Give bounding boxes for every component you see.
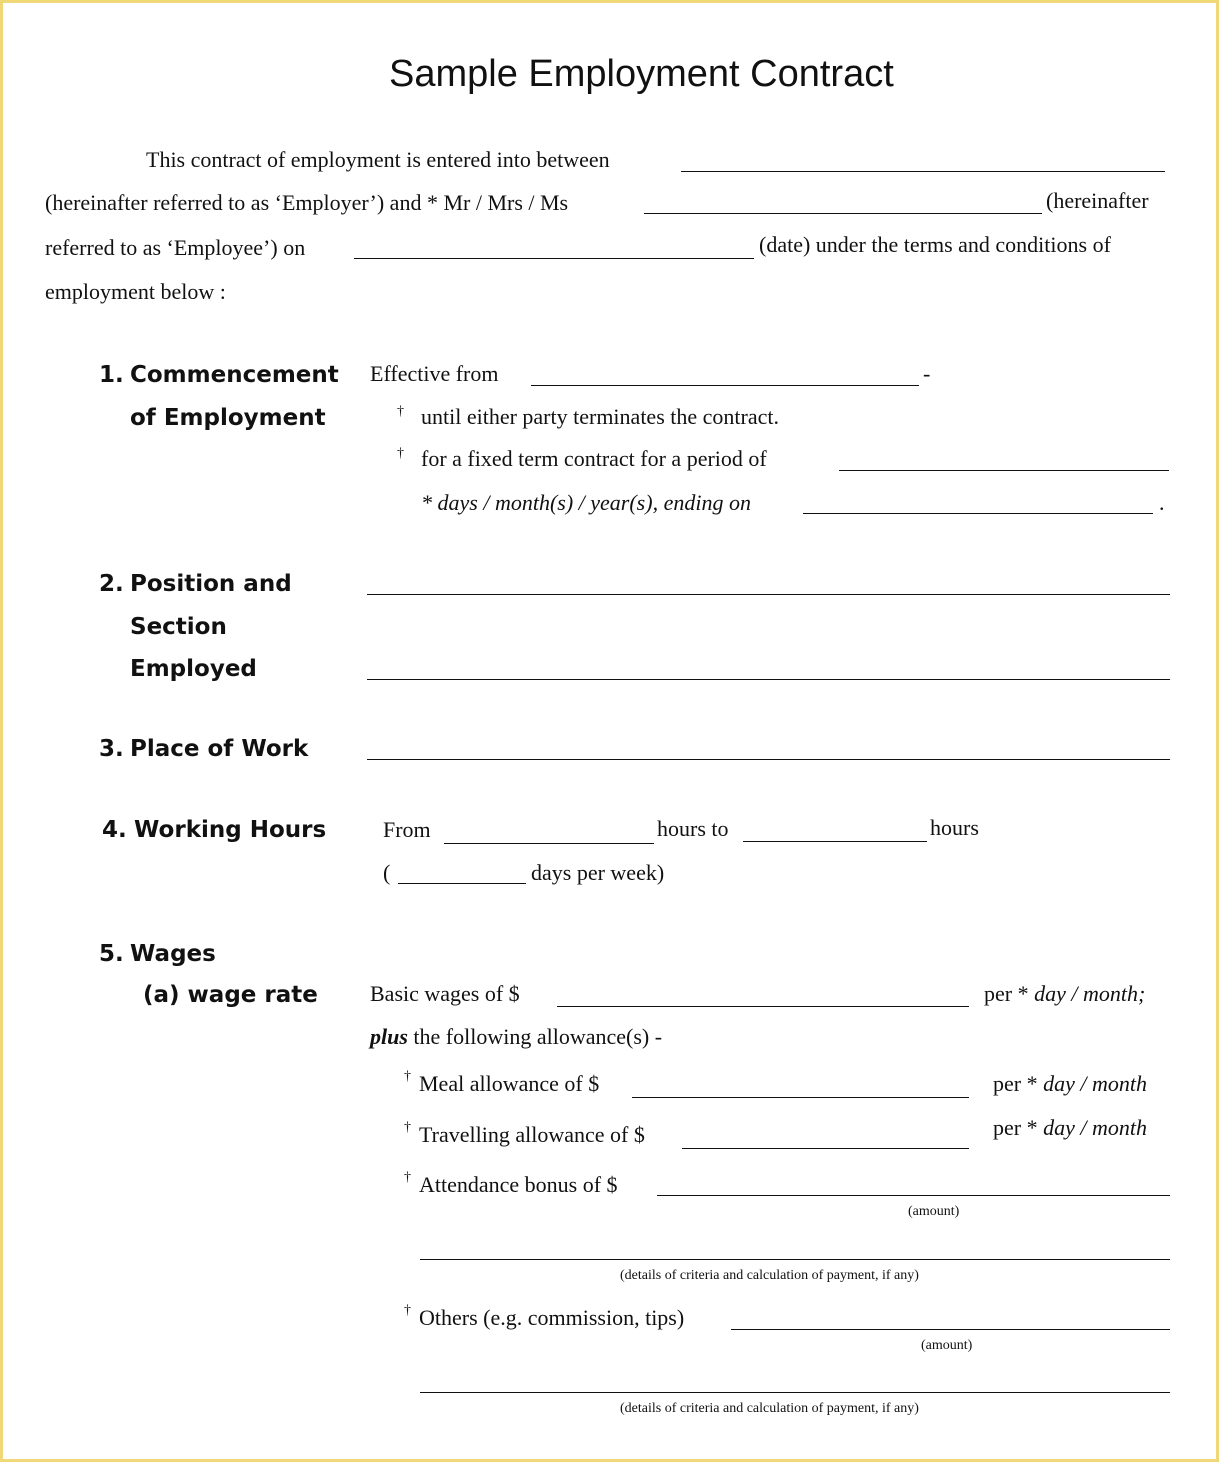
option-fixed-term[interactable]: for a fixed term contract for a period of [421, 446, 767, 471]
others-dagger: † [404, 1303, 411, 1318]
basic-wages-label: Basic wages of $ [370, 981, 520, 1006]
period-end-dot: . [1159, 490, 1165, 515]
days-per-week-label: days per week) [531, 860, 665, 885]
others-label: Others (e.g. commission, tips) [419, 1305, 685, 1330]
hours-label: hours [930, 815, 979, 840]
document-title: Sample Employment Contract [389, 53, 894, 95]
intro-line-3-end: (date) under the terms and conditions of [759, 232, 1111, 257]
employer-name-field[interactable] [681, 171, 1165, 172]
period-units-text: * days / month(s) / year(s), ending on [421, 490, 751, 515]
position-field[interactable] [367, 594, 1170, 595]
basic-wages-field[interactable] [557, 1006, 969, 1007]
section-2-title-line-2: Section [130, 614, 227, 640]
others-details-caption: (details of criteria and calculation of payment, if any) [620, 1401, 919, 1416]
section-5-title: Wages [130, 941, 216, 967]
others-details-field[interactable] [420, 1392, 1170, 1393]
days-per-week-field[interactable] [398, 883, 526, 884]
section-1-title-line-1: Commencement [130, 362, 339, 388]
meal-dagger: † [404, 1069, 411, 1084]
fixed-term-period-field[interactable] [839, 470, 1169, 471]
attendance-details-caption: (details of criteria and calculation of payment, if any) [620, 1268, 919, 1283]
section-1-number: 1. [99, 362, 124, 388]
days-open-paren: ( [383, 860, 391, 885]
meal-period: day / month [1043, 1071, 1147, 1096]
meal-per-prefix: per * [993, 1071, 1038, 1096]
employee-name-field[interactable] [644, 213, 1042, 214]
section-2-number: 2. [99, 571, 124, 597]
hours-to-field[interactable] [743, 841, 927, 842]
section-1-title-line-2: of Employment [130, 405, 326, 431]
option-until-terminated[interactable]: until either party terminates the contract. [421, 404, 779, 429]
section-3-title: Place of Work [130, 736, 309, 762]
effective-from-label: Effective from [370, 361, 499, 386]
others-amount-caption: (amount) [921, 1338, 973, 1353]
plus-rest: the following allowance(s) - [413, 1024, 663, 1049]
others-amount-field[interactable] [731, 1329, 1170, 1330]
section-2-title-line-3: Employed [130, 656, 257, 682]
section-5-number: 5. [99, 941, 124, 967]
effective-dash: - [923, 361, 931, 386]
section-4-title: Working Hours [134, 817, 327, 843]
travel-per-prefix: per * [993, 1115, 1038, 1140]
option-2-dagger: † [397, 446, 404, 461]
basic-wages-per [984, 981, 1145, 1007]
intro-line-2: (hereinafter referred to as ‘Employer’) and * Mr / Mrs / Ms [45, 190, 569, 215]
section-3-number: 3. [99, 736, 124, 762]
option-1-dagger: † [397, 404, 404, 419]
plus-word: plus [370, 1024, 408, 1049]
place-of-work-field[interactable] [367, 759, 1170, 760]
intro-line-2-end: (hereinafter [1046, 188, 1149, 213]
attendance-bonus-label: Attendance bonus of $ [419, 1172, 618, 1197]
hours-from-label: From [383, 817, 431, 842]
contract-date-field[interactable] [354, 258, 754, 259]
basic-wages-period: day / month; [1034, 981, 1146, 1006]
section-2-title-line-1: Position and [130, 571, 292, 597]
attendance-amount-caption: (amount) [908, 1204, 960, 1219]
travel-allowance-per [993, 1115, 1147, 1141]
intro-line-1: This contract of employment is entered into between [146, 147, 610, 172]
meal-allowance-field[interactable] [632, 1097, 969, 1098]
travel-period: day / month [1043, 1115, 1147, 1140]
intro-line-4: employment below : [45, 279, 226, 304]
section-employed-field[interactable] [367, 679, 1170, 680]
meal-allowance-label: Meal allowance of $ [419, 1071, 600, 1096]
hours-to-label: hours to [657, 816, 729, 841]
travel-dagger: † [404, 1120, 411, 1135]
fixed-term-end-date-field[interactable] [803, 513, 1153, 514]
section-4-number: 4. [102, 817, 127, 843]
attendance-bonus-amount-field[interactable] [657, 1195, 1170, 1196]
travel-allowance-label: Travelling allowance of $ [419, 1122, 645, 1147]
intro-line-3: referred to as ‘Employee’) on [45, 235, 306, 260]
meal-allowance-per [993, 1071, 1147, 1097]
effective-from-field[interactable] [531, 385, 919, 386]
travel-allowance-field[interactable] [682, 1148, 969, 1149]
attendance-bonus-details-field[interactable] [420, 1259, 1170, 1260]
hours-from-field[interactable] [444, 843, 654, 844]
plus-allowances-line [370, 1024, 662, 1050]
section-5a-title: (a) wage rate [143, 982, 318, 1008]
period-units [421, 490, 751, 516]
basic-wages-per-prefix: per * [984, 981, 1029, 1006]
attendance-dagger: † [404, 1170, 411, 1185]
